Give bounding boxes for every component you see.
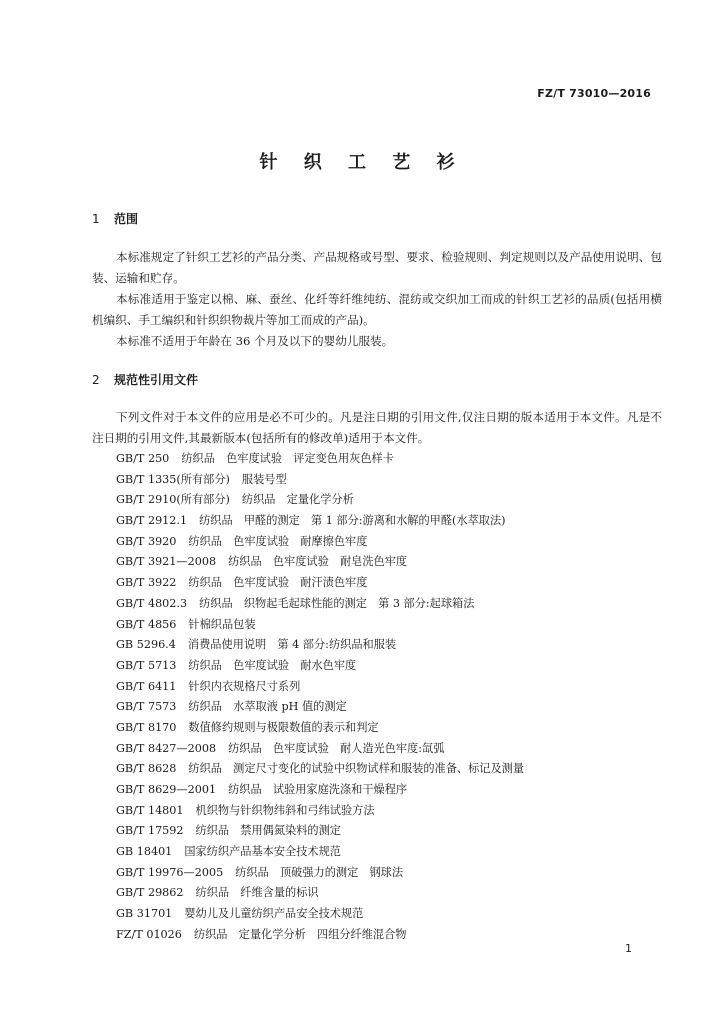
reference-code: GB/T 29862 (116, 886, 184, 900)
reference-list (116, 449, 524, 946)
references-intro: 下列文件对于本文件的应用是必不可少的。凡是注日期的引用文件,仅注日期的版本适用于本文件。凡是不注日期的引用文件,其最新版本(包括所有的修改单)适用于本文件。 (92, 410, 662, 445)
reference-code: GB/T 7573 (116, 700, 177, 714)
reference-code: GB/T 4856 (116, 617, 177, 631)
reference-title: 纺织品 色牢度试验 耐摩擦色牢度 (188, 534, 368, 548)
reference-title: 针织内衣规格尺寸系列 (188, 679, 301, 693)
reference-code: GB 5296.4 (116, 638, 176, 652)
page-number: 1 (625, 942, 632, 955)
reference-code: GB/T 3921—2008 (116, 555, 217, 569)
reference-item (116, 697, 524, 718)
reference-title: 纺织品 定量化学分析 四组分纤维混合物 (193, 927, 407, 941)
reference-code: GB/T 2912.1 (116, 514, 188, 528)
reference-code: GB/T 1335(所有部分) (116, 472, 230, 486)
reference-code: GB/T 4802.3 (116, 596, 188, 610)
reference-item (116, 594, 524, 615)
reference-title: 纺织品 色牢度试验 耐皂洗色牢度 (228, 555, 408, 569)
reference-code: GB/T 250 (116, 452, 170, 465)
reference-title: 婴幼儿及儿童纺织产品安全技术规范 (184, 907, 364, 921)
reference-code: GB/T 3920 (116, 534, 177, 548)
reference-title: 纺织品 水萃取液 pH 值的测定 (188, 700, 347, 714)
reference-item (116, 718, 524, 739)
reference-code: GB/T 8170 (116, 720, 177, 734)
reference-title: 纺织品 禁用偶氮染料的测定 (195, 824, 341, 838)
reference-title: 纺织品 甲醛的测定 第 1 部分:游离和水解的甲醛(水萃取法) (199, 514, 506, 528)
reference-title: 纺织品 色牢度试验 耐水色牢度 (188, 658, 357, 672)
reference-item (116, 635, 524, 656)
section-1-number: 1 (92, 212, 100, 226)
standard-code: FZ/T 73010—2016 (537, 87, 651, 100)
scope-paragraph-1: 本标准规定了针织工艺衫的产品分类、产品规格或号型、要求、检验规则、判定规则以及产品使用说明、包装、运输和贮存。 (92, 250, 662, 285)
reference-code: GB 31701 (116, 907, 173, 921)
reference-code: GB/T 6411 (116, 679, 177, 693)
reference-title: 纺织品 色牢度试验 耐汗渍色牢度 (188, 576, 368, 590)
reference-title: 服装号型 (241, 472, 287, 486)
reference-code: GB/T 8628 (116, 762, 177, 776)
reference-code: GB/T 5713 (116, 658, 177, 672)
reference-code: GB/T 8427—2008 (116, 741, 217, 755)
section-1-heading (92, 210, 138, 227)
scope-paragraph-3: 本标准不适用于年龄在 36 个月及以下的婴幼儿服装。 (116, 334, 394, 348)
reference-item (116, 925, 524, 946)
section-2-title: 规范性引用文件 (114, 373, 199, 387)
reference-code: GB/T 19976—2005 (116, 865, 224, 879)
reference-code: GB/T 3922 (116, 576, 177, 590)
reference-item (116, 573, 524, 594)
reference-item (116, 511, 524, 532)
reference-title: 纺织品 纤维含量的标识 (195, 886, 319, 900)
reference-title: 国家纺织产品基本安全技术规范 (184, 845, 341, 859)
reference-item (116, 759, 524, 780)
section-1-title: 范围 (114, 212, 139, 226)
reference-title: 纺织品 织物起毛起球性能的测定 第 3 部分:起球箱法 (199, 596, 475, 610)
reference-item (116, 863, 524, 884)
reference-code: GB/T 14801 (116, 803, 184, 817)
reference-title: 纺织品 测定尺寸变化的试验中织物试样和服装的准备、标记及测量 (188, 762, 525, 776)
reference-item (116, 656, 524, 677)
reference-item (116, 883, 524, 904)
reference-code: GB/T 2910(所有部分) (116, 493, 230, 507)
reference-item (116, 615, 524, 636)
reference-title: 机织物与针织物纬斜和弓纬试验方法 (195, 803, 375, 817)
reference-code: FZ/T 01026 (116, 927, 182, 941)
reference-title: 消费品使用说明 第 4 部分:纺织品和服装 (187, 638, 397, 652)
reference-item (116, 490, 524, 511)
reference-title: 纺织品 试验用家庭洗涤和干燥程序 (228, 783, 408, 796)
reference-item (116, 904, 524, 925)
reference-title: 纺织品 定量化学分析 (241, 493, 354, 507)
reference-item (116, 780, 524, 801)
section-2-number: 2 (92, 373, 100, 387)
reference-item (116, 739, 524, 760)
reference-item (116, 801, 524, 822)
reference-item (116, 552, 524, 573)
reference-title: 纺织品 色牢度试验 评定变色用灰色样卡 (181, 452, 394, 465)
reference-title: 纺织品 色牢度试验 耐人造光色牢度:氙弧 (228, 741, 445, 755)
reference-item (116, 449, 524, 470)
reference-item (116, 677, 524, 698)
reference-title: 纺织品 顶破强力的测定 钢球法 (235, 865, 404, 879)
scope-paragraph-2: 本标准适用于鉴定以棉、麻、蚕丝、化纤等纤维纯纺、混纺或交织加工而成的针织工艺衫的品质(包括用横机编织、手工编织和针织织物裁片等加工而成的产品)。 (92, 292, 662, 327)
reference-item (116, 821, 524, 842)
reference-code: GB/T 17592 (116, 824, 184, 838)
reference-code: GB 18401 (116, 845, 173, 859)
reference-title: 针棉织品包装 (188, 617, 256, 631)
document-title: 针 织 工 艺 衫 (259, 152, 465, 173)
section-2-heading (92, 371, 198, 388)
reference-item (116, 470, 524, 491)
reference-item (116, 842, 524, 863)
reference-title: 数值修约规则与极限数值的表示和判定 (188, 720, 379, 734)
reference-code: GB/T 8629—2001 (116, 783, 217, 796)
reference-item (116, 532, 524, 553)
